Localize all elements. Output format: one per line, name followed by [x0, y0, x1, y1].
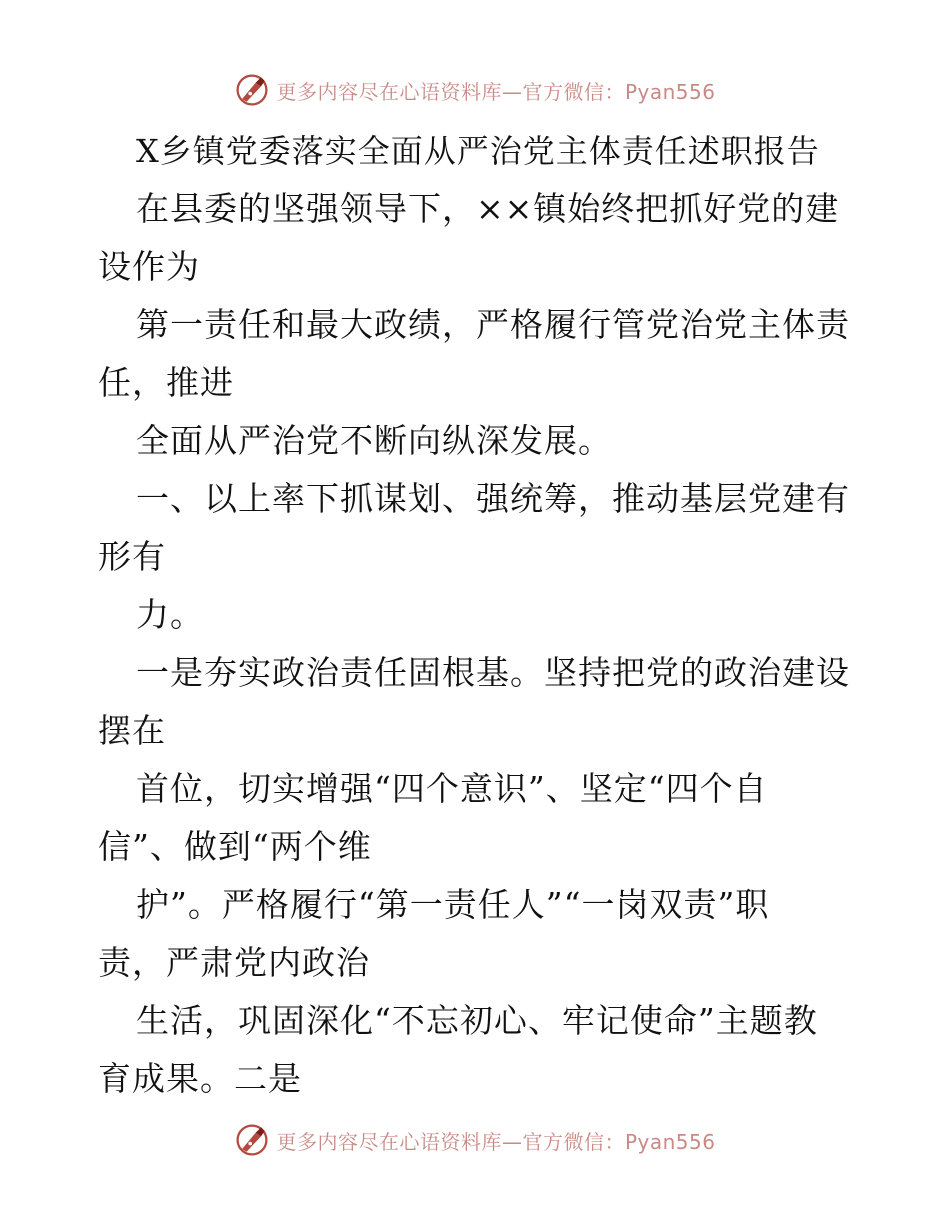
pen-nib-circle-icon [234, 1122, 270, 1158]
section-heading-line: 力。 [136, 595, 204, 634]
watermark-text: 更多内容尽在心语资料库—官方微信：Pyan556 [276, 79, 716, 104]
paragraph-line: 信”、做到“两个维 [98, 827, 372, 866]
footer-watermark [0, 1118, 950, 1162]
header-watermark [0, 68, 950, 112]
watermark-text: 更多内容尽在心语资料库—官方微信：Pyan556 [276, 1129, 716, 1154]
paragraph-line: 责，严肃党内政治 [98, 943, 370, 982]
paragraph-line: 首位，切实增强“四个意识”、坚定“四个自 [136, 769, 768, 808]
pen-nib-circle-icon [234, 72, 270, 108]
paragraph-line: 一是夯实政治责任固根基。坚持把党的政治建设 [136, 653, 850, 692]
document-title: X乡镇党委落实全面从严治党主体责任述职报告 [136, 132, 820, 170]
document-body [98, 122, 858, 1108]
paragraph-line: 育成果。二是 [98, 1059, 302, 1098]
section-heading-line: 形有 [98, 537, 166, 576]
paragraph-line: 生活，巩固深化“不忘初心、牢记使命”主题教 [136, 1001, 818, 1040]
paragraph-line: 在县委的坚强领导下，××镇始终把抓好党的建 [136, 189, 840, 228]
paragraph-line: 第一责任和最大政绩，严格履行管党治党主体责 [136, 305, 850, 344]
paragraph-line: 摆在 [98, 711, 166, 750]
section-heading-line: 一、以上率下抓谋划、强统筹，推动基层党建有 [136, 479, 850, 518]
paragraph-line: 任，推进 [98, 363, 234, 402]
paragraph-line: 全面从严治党不断向纵深发展。 [136, 421, 612, 460]
paragraph-line: 护”。严格履行“第一责任人”“一岗双责”职 [136, 885, 770, 924]
paragraph-line: 设作为 [98, 247, 200, 286]
